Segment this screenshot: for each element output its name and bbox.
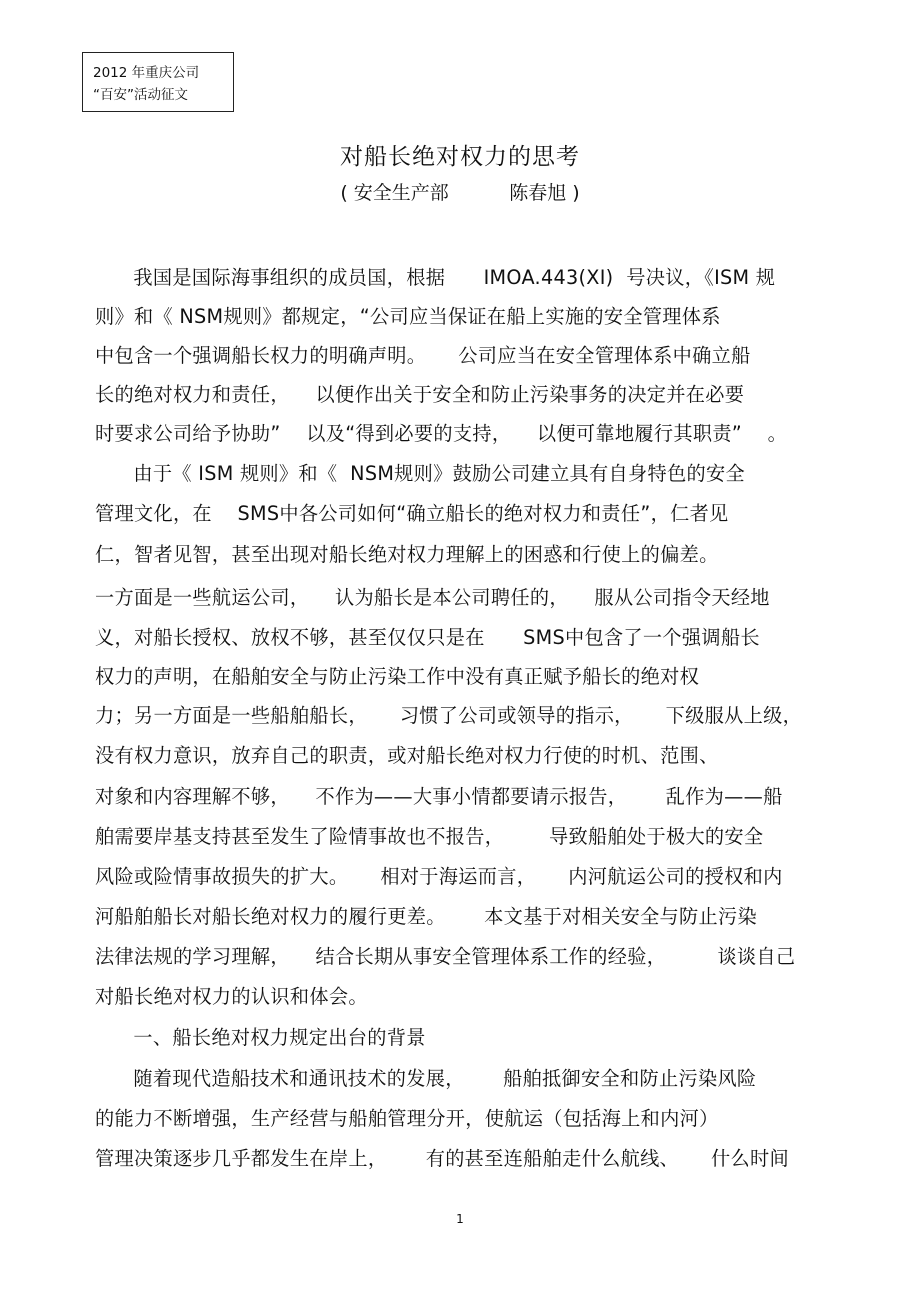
body-line: 管理文化，在 SMS中各公司如何“确立船长的绝对权力和责任”，仁者见 <box>95 502 729 525</box>
header-tag-line-1: 2012 年重庆公司 <box>93 65 200 81</box>
header-tag-line-2: “百安”活动征文 <box>93 87 188 103</box>
header-tag-box <box>82 52 234 112</box>
body-line: 长的绝对权力和责任， 以便作出关于安全和防止污染事务的决定并在必要 <box>95 383 745 406</box>
body-line: 我国是国际海事组织的成员国，根据 IMOA.443(XI) 号决议，《ISM 规 <box>95 266 776 289</box>
document-title: 对船长绝对权力的思考 <box>340 144 580 170</box>
body-line: 由于《 ISM 规则》和《 NSM规则》鼓励公司建立具有自身特色的安全 <box>95 462 745 485</box>
body-line: 没有权力意识，放弃自己的职责，或对船长绝对权力行使的时机、范围、 <box>95 744 719 767</box>
body-line: 对象和内容理解不够， 不作为——大事小情都要请示报告， 乱作为——船 <box>95 785 783 808</box>
body-line: 的能力不断增强，生产经营与船舶管理分开，使航运（包括海上和内河） <box>95 1107 719 1130</box>
body-line: 管理决策逐步几乎都发生在岸上， 有的甚至连船舶走什么航线、 什么时间 <box>95 1147 789 1170</box>
body-line: 中包含一个强调船长权力的明确声明。 公司应当在安全管理体系中确立船 <box>95 344 751 367</box>
body-line: 随着现代造船技术和通讯技术的发展， 船舶抵御安全和防止污染风险 <box>95 1067 757 1090</box>
body-line: 义，对船长授权、放权不够，甚至仅仅只是在 SMS中包含了一个强调船长 <box>95 626 760 649</box>
body-line: 时要求公司给予协助” 以及“得到必要的支持， 以便可靠地履行其职责” 。 <box>95 422 788 445</box>
body-line: 风险或险情事故损失的扩大。 相对于海运而言， 内河航运公司的授权和内 <box>95 865 783 888</box>
author-byline: ( 安全生产部 陈春旭 ) <box>340 182 580 204</box>
page-number: 1 <box>456 1212 464 1226</box>
body-line: 则》和《 NSM规则》都规定，“公司应当保证在船上实施的安全管理体系 <box>95 305 721 328</box>
body-line: 权力的声明，在船舶安全与防止污染工作中没有真正赋予船长的绝对权 <box>95 665 700 688</box>
body-line: 对船长绝对权力的认识和体会。 <box>95 985 368 1008</box>
body-line: 法律法规的学习理解， 结合长期从事安全管理体系工作的经验， 谈谈自己 <box>95 945 796 968</box>
body-line: 河船舶船长对船长绝对权力的履行更差。 本文基于对相关安全与防止污染 <box>95 905 757 928</box>
body-line: 一方面是一些航运公司， 认为船长是本公司聘任的， 服从公司指令天经地 <box>95 586 770 609</box>
body-line: 仁，智者见智，甚至出现对船长绝对权力理解上的困惑和行使上的偏差。 <box>95 543 719 566</box>
body-line: 一、船长绝对权力规定出台的背景 <box>95 1026 426 1049</box>
body-line: 舶需要岸基支持甚至发生了险情事故也不报告， 导致船舶处于极大的安全 <box>95 825 764 848</box>
body-line: 力；另一方面是一些船舶船长， 习惯了公司或领导的指示， 下级服从上级， <box>95 704 803 727</box>
